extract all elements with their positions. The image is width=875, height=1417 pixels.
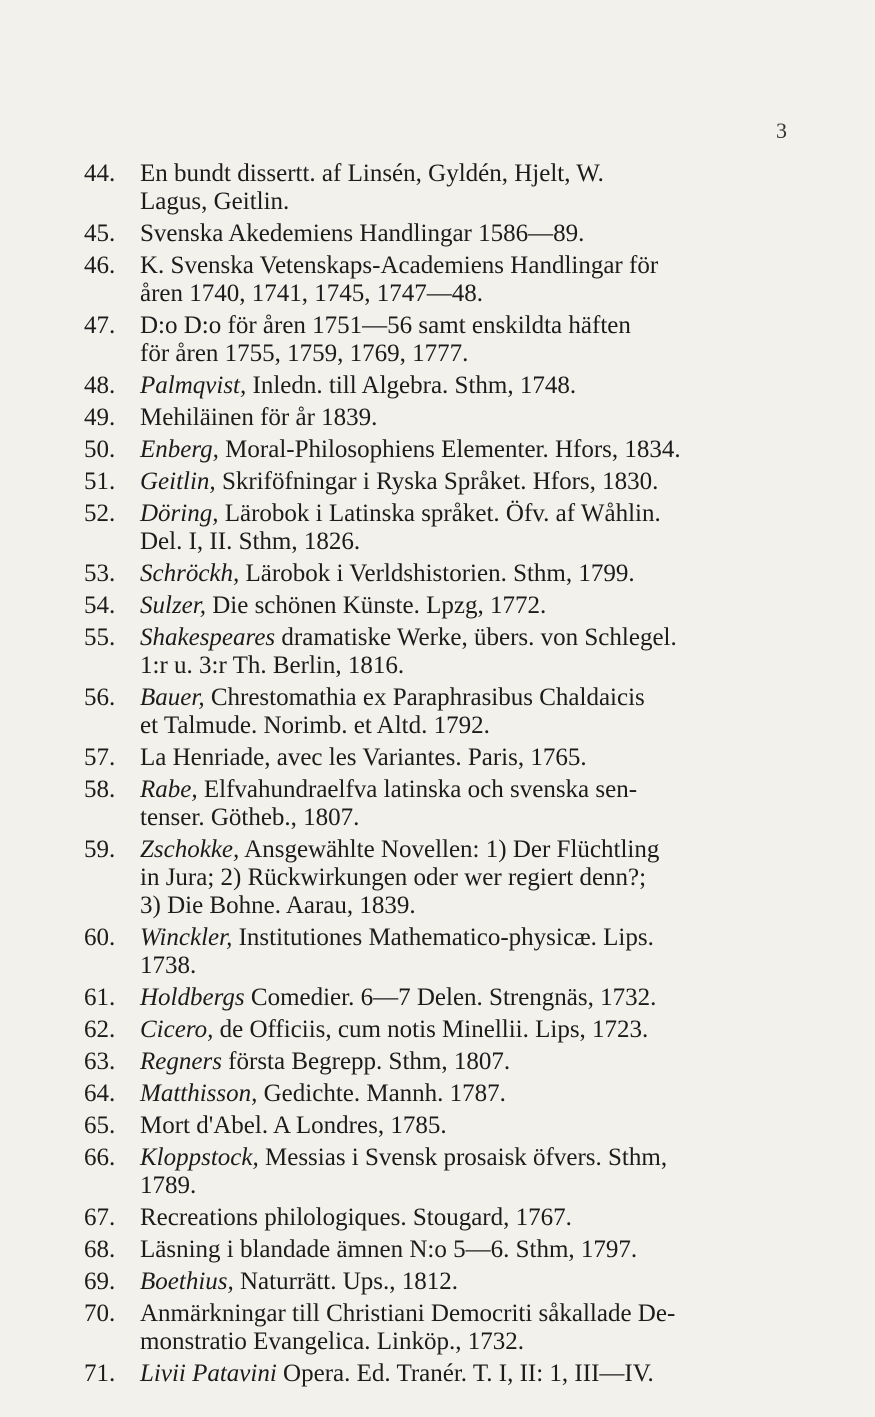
entry-author: Rabe, <box>140 776 198 803</box>
entry-author: Bauer, <box>140 684 205 711</box>
entry-number: 50. <box>84 436 116 463</box>
entry-line <box>140 188 791 216</box>
list-item <box>0 1048 875 1076</box>
entry-number: 45. <box>84 220 116 247</box>
entry-line <box>140 776 791 804</box>
entry-line <box>140 1236 791 1264</box>
entry-line <box>140 652 791 680</box>
list-item <box>0 252 875 308</box>
entry-line <box>140 1360 791 1388</box>
entry-line <box>140 924 791 952</box>
entry-line <box>140 1080 791 1108</box>
list-item <box>0 1268 875 1296</box>
entry-text: 1789. <box>140 1172 197 1199</box>
entry-number: 62. <box>84 1016 116 1043</box>
list-item <box>0 436 875 464</box>
entry-text: tenser. Götheb., 1807. <box>140 804 360 831</box>
entry-number: 48. <box>84 372 116 399</box>
entry-text: 1738. <box>140 952 197 979</box>
entry-line <box>140 160 791 188</box>
entry-line <box>140 1204 791 1232</box>
entry-text: Del. I, II. Sthm, 1826. <box>140 528 361 555</box>
entry-number: 49. <box>84 404 116 431</box>
entry-line <box>140 500 791 528</box>
entry-text: Mort d'Abel. A Londres, 1785. <box>140 1112 447 1139</box>
list-item <box>0 312 875 368</box>
entry-line <box>140 1016 791 1044</box>
entry-line <box>140 1144 791 1172</box>
entry-text: Inledn. till Algebra. Sthm, 1748. <box>252 372 577 399</box>
entry-author: Boethius, <box>140 1268 234 1295</box>
list-item <box>0 404 875 432</box>
entry-text: 3) Die Bohne. Aarau, 1839. <box>140 892 416 919</box>
entry-text: åren 1740, 1741, 1745, 1747—48. <box>140 280 484 307</box>
entry-line <box>140 220 791 248</box>
list-item <box>0 1112 875 1140</box>
entry-author: Sulzer, <box>140 592 206 619</box>
list-item <box>0 1080 875 1108</box>
entry-author: Palmqvist, <box>140 372 247 399</box>
entry-number: 69. <box>84 1268 116 1295</box>
entry-text: Naturrätt. Ups., 1812. <box>240 1268 459 1295</box>
list-item <box>0 684 875 740</box>
entry-list <box>0 160 875 1392</box>
list-item <box>0 924 875 980</box>
list-item <box>0 372 875 400</box>
entry-line <box>140 1268 791 1296</box>
entry-number: 55. <box>84 624 116 651</box>
entry-text: dramatiske Werke, übers. von Schlegel. <box>281 624 677 651</box>
entry-text: Moral-Philosophiens Elementer. Hfors, 1834. <box>225 436 681 463</box>
list-item <box>0 836 875 920</box>
list-item <box>0 468 875 496</box>
entry-number: 56. <box>84 684 116 711</box>
entry-number: 46. <box>84 252 116 279</box>
entry-line <box>140 252 791 280</box>
entry-line <box>140 952 791 980</box>
entry-number: 53. <box>84 560 116 587</box>
entry-line <box>140 340 791 368</box>
entry-text: et Talmude. Norimb. et Altd. 1792. <box>140 712 490 739</box>
entry-author: Shakespeares <box>140 624 276 651</box>
entry-number: 63. <box>84 1048 116 1075</box>
entry-line <box>140 468 791 496</box>
entry-text: monstratio Evangelica. Linköp., 1732. <box>140 1328 524 1355</box>
entry-author: Winckler, <box>140 924 233 951</box>
entry-line <box>140 312 791 340</box>
entry-author: Zschokke, <box>140 836 240 863</box>
entry-text: Lärobok i Verldshistorien. Sthm, 1799. <box>245 560 635 587</box>
entry-author: Holdbergs <box>140 984 245 1011</box>
page-number: 3 <box>776 118 787 143</box>
entry-number: 60. <box>84 924 116 951</box>
entry-line <box>140 984 791 1012</box>
entry-number: 44. <box>84 160 116 187</box>
entry-text: Lagus, Geitlin. <box>140 188 290 215</box>
entry-text: D:o D:o för åren 1751—56 samt enskildta häften <box>140 312 631 339</box>
entry-text: Mehiläinen för år 1839. <box>140 404 378 431</box>
entry-text: Läsning i blandade ämnen N:o 5—6. Sthm, 1797. <box>140 1236 638 1263</box>
list-item <box>0 624 875 680</box>
entry-line <box>140 836 791 864</box>
list-item <box>0 592 875 620</box>
entry-text: första Begrepp. Sthm, 1807. <box>228 1048 511 1075</box>
entry-text: 1:r u. 3:r Th. Berlin, 1816. <box>140 652 405 679</box>
entry-number: 66. <box>84 1144 116 1171</box>
entry-line <box>140 744 791 772</box>
list-item <box>0 984 875 1012</box>
entry-number: 61. <box>84 984 116 1011</box>
entry-line <box>140 1328 791 1356</box>
entry-text: Chrestomathia ex Paraphrasibus Chaldaicis <box>210 684 645 711</box>
entry-text: Die schönen Künste. Lpzg, 1772. <box>212 592 547 619</box>
entry-number: 52. <box>84 500 116 527</box>
entry-line <box>140 1172 791 1200</box>
entry-line <box>140 528 791 556</box>
list-item <box>0 160 875 216</box>
entry-text: En bundt dissertt. af Linsén, Gyldén, Hjelt, W. <box>140 160 604 187</box>
entry-line <box>140 1300 791 1328</box>
entry-text: Recreations philologiques. Stougard, 1767. <box>140 1204 572 1231</box>
entry-text: K. Svenska Vetenskaps-Academiens Handlingar för <box>140 252 659 279</box>
entry-text: Comedier. 6—7 Delen. Strengnäs, 1732. <box>250 984 657 1011</box>
entry-number: 70. <box>84 1300 116 1327</box>
entry-number: 71. <box>84 1360 116 1387</box>
entry-author: Schröckh, <box>140 560 240 587</box>
entry-author: Livii Patavini <box>140 1360 277 1387</box>
entry-line <box>140 280 791 308</box>
list-item <box>0 560 875 588</box>
list-item <box>0 1360 875 1388</box>
list-item <box>0 776 875 832</box>
entry-line <box>140 684 791 712</box>
entry-number: 67. <box>84 1204 116 1231</box>
entry-line <box>140 864 791 892</box>
entry-author: Matthisson, <box>140 1080 258 1107</box>
entry-line <box>140 404 791 432</box>
entry-text: La Henriade, avec les Variantes. Paris, 1765. <box>140 744 587 771</box>
entry-number: 54. <box>84 592 116 619</box>
entry-text: Lärobok i Latinska språket. Öfv. af Wåhlin. <box>224 500 661 527</box>
entry-author: Enberg, <box>140 436 219 463</box>
list-item <box>0 1300 875 1356</box>
list-item <box>0 1144 875 1200</box>
entry-text: Svenska Akedemiens Handlingar 1586—89. <box>140 220 585 247</box>
entry-author: Döring, <box>140 500 219 527</box>
entry-line <box>140 560 791 588</box>
entry-number: 64. <box>84 1080 116 1107</box>
entry-author: Cicero, <box>140 1016 214 1043</box>
entry-author: Regners <box>140 1048 222 1075</box>
list-item <box>0 1236 875 1264</box>
entry-text: in Jura; 2) Rückwirkungen oder wer regiert denn?; <box>140 864 647 891</box>
entry-text: de Officiis, cum notis Minellii. Lips, 1723. <box>219 1016 649 1043</box>
entry-number: 51. <box>84 468 116 495</box>
entry-author: Geitlin, <box>140 468 216 495</box>
entry-text: för åren 1755, 1759, 1769, 1777. <box>140 340 469 367</box>
entry-author: Kloppstock, <box>140 1144 259 1171</box>
list-item <box>0 1204 875 1232</box>
entry-text: Anmärkningar till Christiani Democriti såkallade De- <box>140 1300 676 1327</box>
entry-line <box>140 804 791 832</box>
entry-number: 65. <box>84 1112 116 1139</box>
entry-text: Messias i Svensk prosaisk öfvers. Sthm, <box>265 1144 668 1171</box>
entry-number: 47. <box>84 312 116 339</box>
entry-text: Ansgewählte Novellen: 1) Der Flüchtling <box>244 836 660 863</box>
entry-line <box>140 1112 791 1140</box>
list-item <box>0 744 875 772</box>
entry-line <box>140 436 791 464</box>
list-item <box>0 1016 875 1044</box>
entry-text: Skriföfningar i Ryska Språket. Hfors, 1830. <box>221 468 659 495</box>
entry-number: 59. <box>84 836 116 863</box>
entry-text: Institutiones Mathematico-physicæ. Lips. <box>238 924 654 951</box>
list-item <box>0 220 875 248</box>
entry-line <box>140 372 791 400</box>
entry-line <box>140 592 791 620</box>
entry-number: 58. <box>84 776 116 803</box>
entry-line <box>140 1048 791 1076</box>
entry-line <box>140 624 791 652</box>
entry-text: Opera. Ed. Tranér. T. I, II: 1, III—IV. <box>283 1360 654 1387</box>
entry-line <box>140 712 791 740</box>
entry-line <box>140 892 791 920</box>
entry-number: 68. <box>84 1236 116 1263</box>
list-item <box>0 500 875 556</box>
entry-text: Elfvahundraelfva latinska och svenska sen- <box>203 776 638 803</box>
entry-number: 57. <box>84 744 116 771</box>
entry-text: Gedichte. Mannh. 1787. <box>263 1080 506 1107</box>
